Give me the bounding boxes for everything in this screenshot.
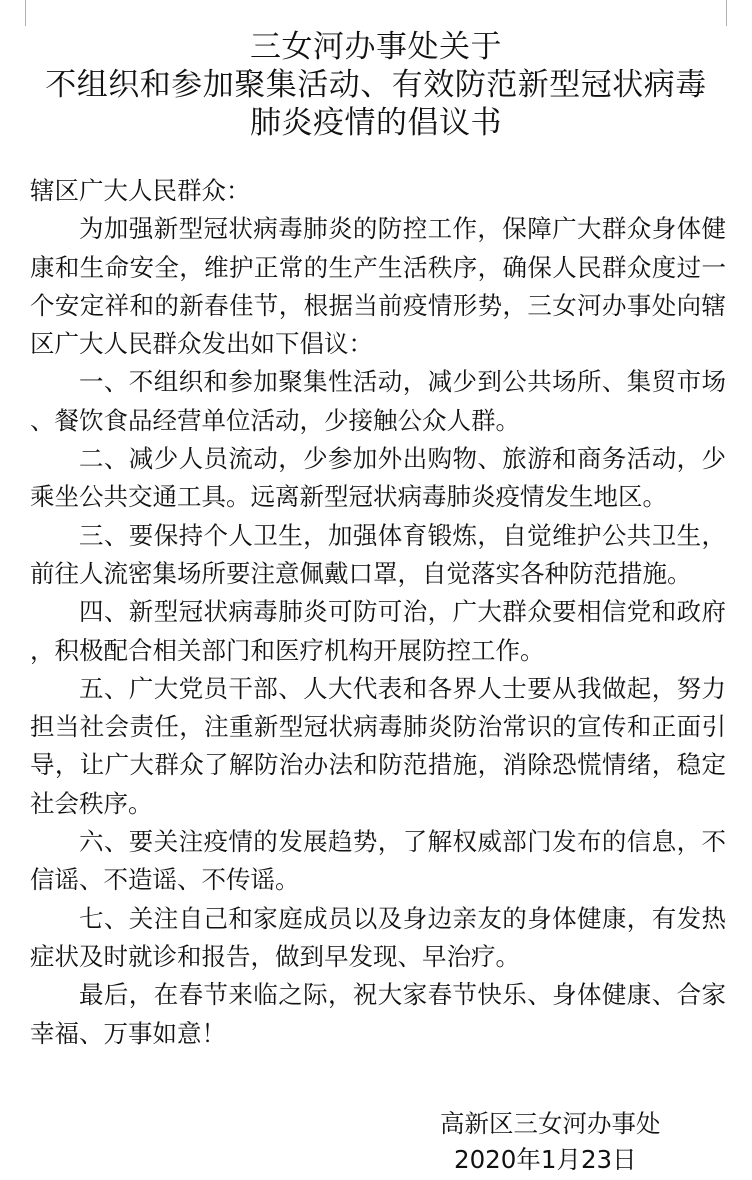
proposal-item-2: 二、减少人员流动，少参加外出购物、旅游和商务活动，少乘坐公共交通工具。远离新型冠状病毒肺炎疫情发生地区。 bbox=[30, 444, 726, 512]
proposal-item-5: 五、广大党员干部、人大代表和各界人士要从我做起，努力担当社会责任，注重新型冠状病毒肺炎防治常识的宣传和正面引导，让广大群众了解防治办法和防范措施，消除恐慌情绪，稳定社会秩序。 bbox=[30, 673, 726, 818]
signature-organization: 高新区三女河办事处 bbox=[440, 1109, 661, 1138]
document-title bbox=[0, 28, 752, 142]
title-line: 不组织和参加聚集活动、有效防范新型冠状病毒 bbox=[45, 67, 707, 103]
title-line: 肺炎疫情的倡议书 bbox=[250, 105, 502, 141]
title-line: 三女河办事处关于 bbox=[250, 29, 502, 65]
page-corner-mark-left bbox=[0, 0, 26, 26]
proposal-item-3: 三、要保持个人卫生，加强体育锻炼，自觉维护公共卫生，前往人流密集场所要注意佩戴口罩，自觉落实各种防范措施。 bbox=[30, 520, 726, 588]
proposal-item-7: 七、关注自己和家庭成员以及身边亲友的身体健康，有发热症状及时就诊和报告，做到早发现、早治疗。 bbox=[30, 903, 726, 971]
proposal-item-1: 一、不组织和参加聚集性活动，减少到公共场所、集贸市场、餐饮食品经营单位活动，少接触公众人群。 bbox=[30, 367, 726, 435]
proposal-item-6: 六、要关注疫情的发展趋势，了解权威部门发布的信息，不信谣、不造谣、不传谣。 bbox=[30, 827, 726, 895]
closing-paragraph: 最后，在春节来临之际，祝大家春节快乐、身体健康、合家幸福、万事如意！ bbox=[30, 980, 726, 1048]
signature-date: 2020年1月23日 bbox=[454, 1145, 637, 1174]
signature-block bbox=[440, 1106, 740, 1178]
page-corner-mark-right bbox=[726, 0, 752, 26]
proposal-item-4: 四、新型冠状病毒肺炎可防可治，广大群众要相信党和政府，积极配合相关部门和医疗机构开展防控工作。 bbox=[30, 597, 726, 665]
intro-paragraph: 为加强新型冠状病毒肺炎的防控工作，保障广大群众身体健康和生命安全，维护正常的生产生活秩序，确保人民群众度过一个安定祥和的新春佳节，根据当前疫情形势，三女河办事处向辖区广大人民群众发出如下倡议： bbox=[30, 214, 726, 359]
salutation: 辖区广大人民群众： bbox=[30, 176, 251, 205]
document-body bbox=[30, 172, 726, 1053]
